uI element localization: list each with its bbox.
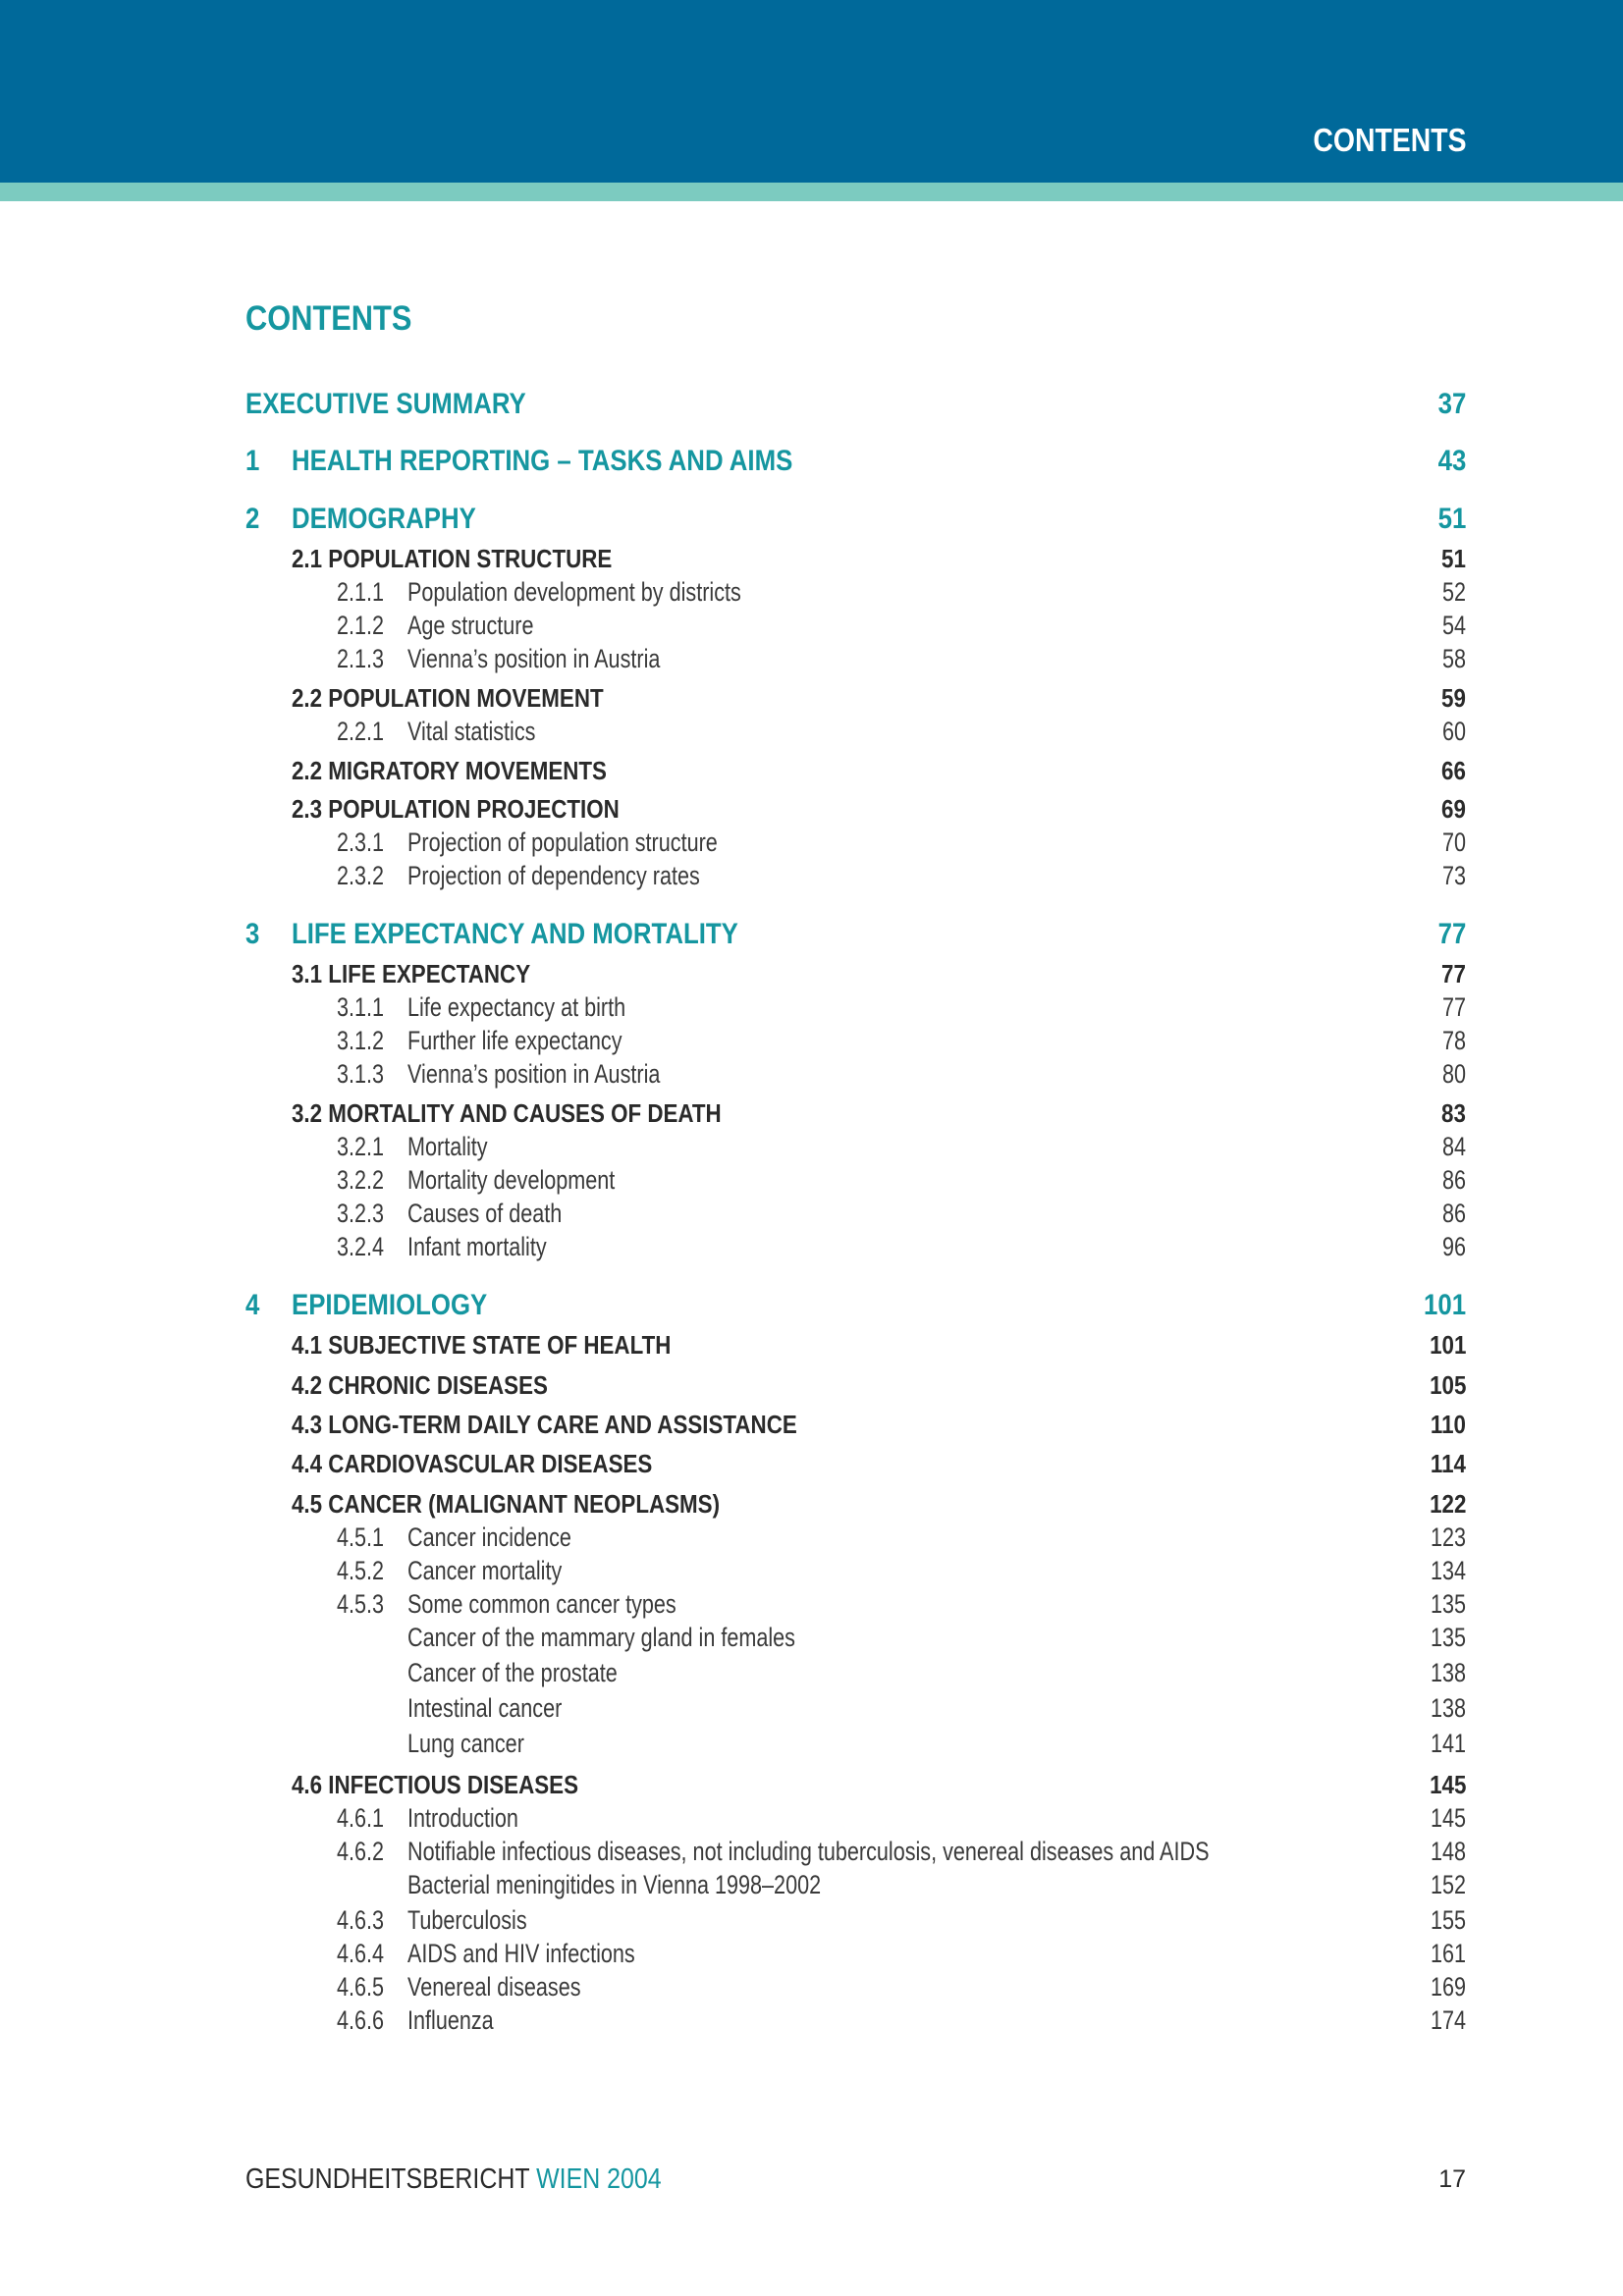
page-title: CONTENTS: [245, 299, 412, 338]
toc-entry-label: 4.3 LONG-TERM DAILY CARE AND ASSISTANCE: [292, 1410, 797, 1439]
toc-entry-number: 3.2.4: [337, 1232, 385, 1261]
toc-entry-page: 54: [1441, 611, 1466, 640]
toc-entry-title: Tuberculosis: [407, 1905, 527, 1935]
toc-entry-number: 2.3.1: [337, 828, 385, 857]
toc-entry-number: 4.6.3: [337, 1905, 385, 1935]
toc-entry-page: 60: [1441, 717, 1466, 746]
toc-entry-label: 4.1 SUBJECTIVE STATE OF HEALTH: [292, 1330, 672, 1360]
toc-entry-label: 4.5 CANCER (MALIGNANT NEOPLASMS): [292, 1489, 721, 1519]
toc-entry-title: Lung cancer: [407, 1729, 524, 1758]
toc-entry-page: 70: [1441, 828, 1466, 857]
toc-entry-title: HEALTH REPORTING – TASKS AND AIMS: [292, 445, 793, 477]
toc-entry-page: 138: [1430, 1658, 1466, 1687]
toc-entry-page: 174: [1430, 2005, 1466, 2035]
toc-entry-title: Further life expectancy: [407, 1026, 622, 1055]
toc-entry-number: 3: [245, 918, 260, 950]
toc-entry-page: 169: [1430, 1972, 1466, 2002]
toc-entry-title: Age structure: [407, 611, 534, 640]
toc-entry-title: Population development by districts: [407, 577, 741, 607]
toc-entry-title: Cancer of the mammary gland in females: [407, 1623, 795, 1652]
toc-entry-title: Notifiable infectious diseases, not including tuberculosis, venereal diseases and AIDS: [407, 1837, 1210, 1866]
toc-entry-page: 80: [1441, 1059, 1466, 1089]
toc-entry-number: 4.5.2: [337, 1556, 385, 1585]
toc-entry-title: Projection of population structure: [407, 828, 718, 857]
toc-entry-page: 37: [1437, 388, 1466, 420]
toc-entry-page: 83: [1441, 1098, 1466, 1128]
toc-entry-number: 4.6.5: [337, 1972, 385, 2002]
toc-entry-title: Introduction: [407, 1803, 518, 1833]
toc-entry-number: 4.5.1: [337, 1522, 385, 1552]
toc-entry-title: Venereal diseases: [407, 1972, 581, 2002]
toc-entry-page: 59: [1441, 683, 1466, 713]
toc-entry-title: Mortality: [407, 1132, 488, 1161]
toc-entry-label: 4.2 CHRONIC DISEASES: [292, 1370, 548, 1400]
toc-entry-label: 3.1 LIFE EXPECTANCY: [292, 959, 531, 988]
toc-entry-page: 141: [1430, 1729, 1466, 1758]
toc-entry-title: DEMOGRAPHY: [292, 503, 476, 535]
toc-entry-number: 3.2.3: [337, 1199, 385, 1228]
toc-entry-title: Infant mortality: [407, 1232, 547, 1261]
toc-entry-page: 145: [1430, 1803, 1466, 1833]
toc-entry-page: 51: [1437, 503, 1466, 535]
toc-entry-label: 3.2 MORTALITY AND CAUSES OF DEATH: [292, 1098, 722, 1128]
toc-entry-page: 58: [1441, 644, 1466, 673]
toc-entry-page: 69: [1441, 794, 1466, 824]
toc-entry-title: Causes of death: [407, 1199, 563, 1228]
toc-entry-title: Projection of dependency rates: [407, 861, 700, 890]
toc-entry-number: 4: [245, 1289, 260, 1321]
toc-entry-number: 4.6.6: [337, 2005, 385, 2035]
toc-entry-title: Some common cancer types: [407, 1589, 676, 1619]
toc-entry-number: 2.1.3: [337, 644, 385, 673]
toc-entry-title: LIFE EXPECTANCY AND MORTALITY: [292, 918, 738, 950]
toc-entry-page: 138: [1430, 1693, 1466, 1723]
toc-entry-label: 2.1 POPULATION STRUCTURE: [292, 544, 613, 573]
toc-entry-number: 4.5.3: [337, 1589, 385, 1619]
toc-entry-number: 2.3.2: [337, 861, 385, 890]
toc-entry-label: 2.2 MIGRATORY MOVEMENTS: [292, 756, 607, 785]
toc-entry-title: EPIDEMIOLOGY: [292, 1289, 488, 1321]
toc-entry-number: 2.1.2: [337, 611, 385, 640]
toc-entry-number: 4.6.2: [337, 1837, 385, 1866]
toc-entry-page: 155: [1430, 1905, 1466, 1935]
footer-publication: [245, 2163, 662, 2196]
toc-entry-page: 51: [1441, 544, 1466, 573]
toc-entry-page: 145: [1429, 1770, 1466, 1799]
toc-entry-page: 73: [1441, 861, 1466, 890]
toc-entry-page: 135: [1430, 1589, 1466, 1619]
toc-entry-page: 77: [1441, 992, 1466, 1022]
toc-entry-number: 1: [245, 445, 260, 477]
toc-entry-number: 2: [245, 503, 260, 535]
footer-publication-name: GESUNDHEITSBERICHT: [245, 2163, 530, 2195]
toc-entry-page: 122: [1429, 1489, 1466, 1519]
toc-entry-title: Intestinal cancer: [407, 1693, 563, 1723]
toc-entry-title: Mortality development: [407, 1165, 616, 1195]
toc-entry-number: 3.1.2: [337, 1026, 385, 1055]
toc-entry-page: 84: [1441, 1132, 1466, 1161]
toc-entry-label: 2.2 POPULATION MOVEMENT: [292, 683, 604, 713]
toc-entry-number: 4.6.4: [337, 1939, 385, 1968]
toc-entry-title: Cancer incidence: [407, 1522, 571, 1552]
toc-entry-page: 77: [1441, 959, 1466, 988]
toc-entry-page: 135: [1430, 1623, 1466, 1652]
toc-entry-label: EXECUTIVE SUMMARY: [245, 388, 526, 420]
toc-entry-page: 101: [1429, 1330, 1466, 1360]
toc-entry-label: 2.3 POPULATION PROJECTION: [292, 794, 620, 824]
toc-entry-title: Life expectancy at birth: [407, 992, 626, 1022]
toc-entry-number: 4.6.1: [337, 1803, 385, 1833]
footer-page-number: 17: [1438, 2165, 1466, 2193]
toc-entry-page: 52: [1441, 577, 1466, 607]
toc-entry-page: 66: [1441, 756, 1466, 785]
toc-entry-title: Vienna’s position in Austria: [407, 644, 661, 673]
toc-entry-number: 3.2.1: [337, 1132, 385, 1161]
toc-entry-number: 3.1.1: [337, 992, 385, 1022]
toc-entry-page: 148: [1430, 1837, 1466, 1866]
toc-entry-number: 3.1.3: [337, 1059, 385, 1089]
toc-entry-page: 86: [1441, 1165, 1466, 1195]
toc-entry-page: 152: [1430, 1870, 1466, 1899]
toc-entry-page: 78: [1441, 1026, 1466, 1055]
toc-entry-title: Cancer mortality: [407, 1556, 563, 1585]
toc-entry-number: 2.1.1: [337, 577, 385, 607]
toc-entry-label: 4.6 INFECTIOUS DISEASES: [292, 1770, 578, 1799]
toc-entry-page: 110: [1430, 1410, 1466, 1439]
toc-entry-title: Vital statistics: [407, 717, 536, 746]
header-title: CONTENTS: [1312, 122, 1466, 158]
toc-entry-number: 2.2.1: [337, 717, 385, 746]
toc-entry-title: Vienna’s position in Austria: [407, 1059, 661, 1089]
toc-entry-page: 43: [1437, 445, 1466, 477]
toc-entry-page: 114: [1430, 1449, 1466, 1478]
toc-entry-title: Influenza: [407, 2005, 494, 2035]
toc-entry-page: 77: [1437, 918, 1466, 950]
toc-entry-page: 101: [1423, 1289, 1466, 1321]
toc-entry-page: 134: [1430, 1556, 1466, 1585]
toc-entry-page: 96: [1441, 1232, 1466, 1261]
toc-entry-title: Cancer of the prostate: [407, 1658, 618, 1687]
toc-entry-page: 123: [1430, 1522, 1466, 1552]
toc-entry-page: 86: [1441, 1199, 1466, 1228]
toc-entry-label: 4.4 CARDIOVASCULAR DISEASES: [292, 1449, 653, 1478]
toc-entry-number: 3.2.2: [337, 1165, 385, 1195]
toc-entry-title: AIDS and HIV infections: [407, 1939, 635, 1968]
toc-entry-page: 105: [1429, 1370, 1466, 1400]
toc-entry-page: 161: [1430, 1939, 1466, 1968]
footer-publication-accent: WIEN 2004: [536, 2163, 662, 2195]
toc-entry-title: Bacterial meningitides in Vienna 1998–2002: [407, 1870, 822, 1899]
